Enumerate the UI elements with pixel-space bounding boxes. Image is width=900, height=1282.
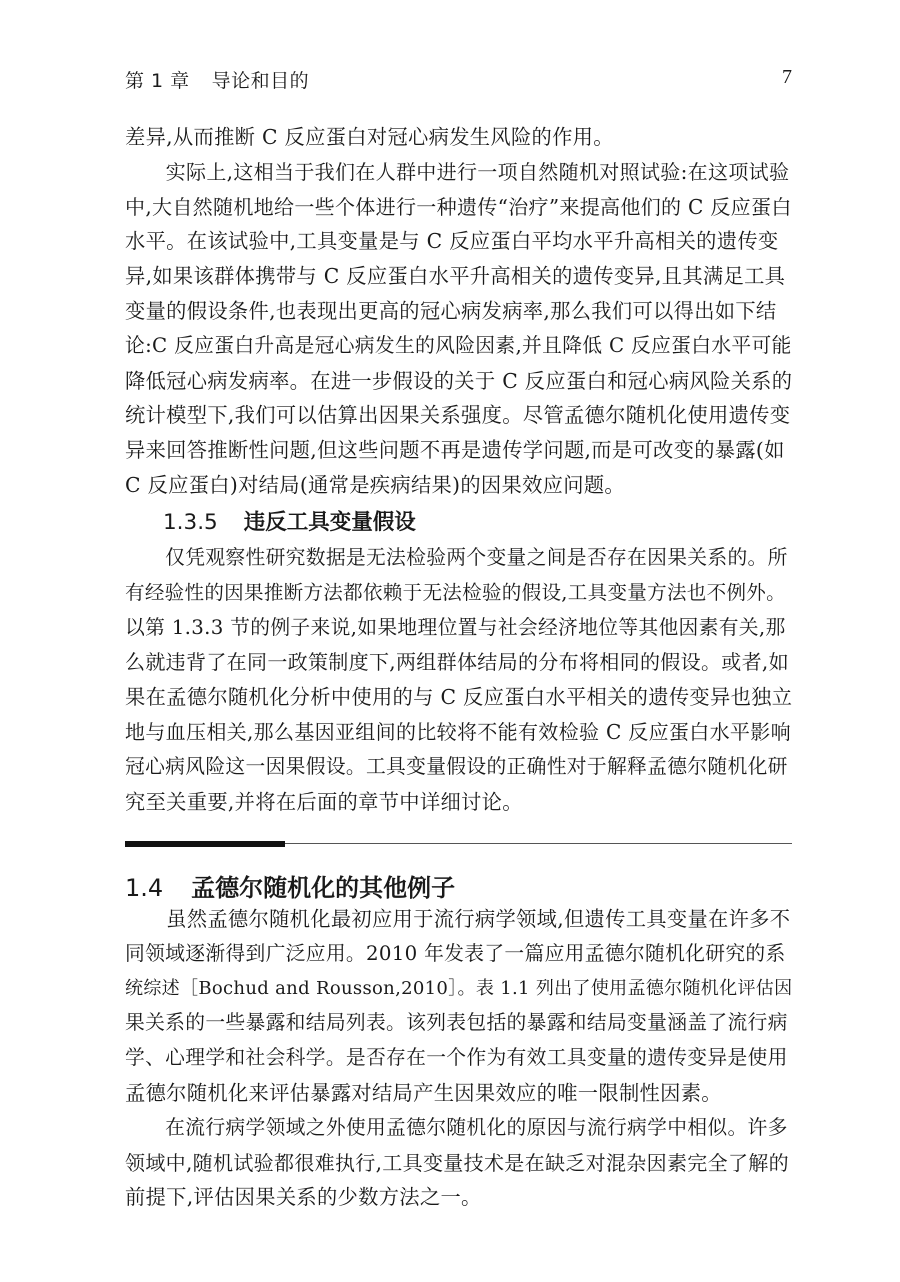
text-line: 以第 1.3.3 节的例子来说,如果地理位置与社会经济地位等其他因素有关,那 [125, 615, 786, 639]
body-paragraph [125, 120, 792, 503]
text-line: 地与血压相关,那么基因亚组间的比较将不能有效检验 C 反应蛋白水平影响 [125, 719, 791, 744]
text-line: 差异,从而推断 C 反应蛋白对冠心病发生风险的作用。 [125, 125, 614, 149]
text-line: 领域中,随机试验都很难执行,工具变量技术是在缺乏对混杂因素完全了解的 [125, 1150, 789, 1175]
text-line: 实际上,这相当于我们在人群中进行一项自然随机对照试验:在这项试验 [125, 159, 790, 184]
text-line: 中,大自然随机地给一些个体进行一种遗传“治疗”来提高他们的 C 反应蛋白 [125, 194, 792, 219]
text-line: 异来回答推断性问题,但这些问题不再是遗传学问题,而是可改变的暴露(如 [125, 438, 785, 463]
subsection-number: 1.3.5 [163, 510, 218, 535]
text-line: 异,如果该群体携带与 C 反应蛋白水平升高相关的遗传变异,且其满足工具 [125, 264, 786, 289]
section-number: 1.4 [125, 874, 164, 902]
page-number: 7 [782, 66, 792, 88]
chapter-label [125, 66, 309, 93]
text-line: 冠心病风险这一因果假设。工具变量假设的正确性对于解释孟德尔随机化研 [125, 754, 788, 778]
chapter-number: 第 1 章 [125, 70, 190, 92]
body-paragraph [125, 541, 792, 819]
text-line: 有经验性的因果推断方法都依赖于无法检验的假设,工具变量方法也不例外。 [125, 580, 786, 604]
section-heading [125, 868, 455, 903]
body-paragraph [125, 902, 792, 1215]
text-line: 论:C 反应蛋白升高是冠心病发生的风险因素,并且降低 C 反应蛋白水平可能 [125, 333, 792, 357]
section-title: 孟德尔随机化的其他例子 [191, 874, 456, 902]
text-line: 统综述［Bochud and Rousson,2010］。表 1.1 列出了使用孟德尔随机化评估因 [125, 977, 793, 999]
text-line: 学、心理学和社会科学。是否存在一个作为有效工具变量的遗传变异是使用 [125, 1046, 788, 1070]
text-line: 前提下,评估因果关系的少数方法之一。 [125, 1185, 482, 1210]
text-line: 降低冠心病发病率。在进一步假设的关于 C 反应蛋白和冠心病风险关系的 [125, 368, 793, 393]
text-line: 孟德尔随机化来评估暴露对结局产生因果效应的唯一限制性因素。 [125, 1080, 722, 1105]
text-line: 水平。在该试验中,工具变量是与 C 反应蛋白平均水平升高相关的遗传变 [125, 229, 779, 254]
text-line: 果在孟德尔随机化分析中使用的与 C 反应蛋白水平相关的遗传变异也独立 [125, 685, 793, 710]
text-line: 统计模型下,我们可以估算出因果关系强度。尽管孟德尔随机化使用遗传变 [125, 403, 791, 428]
text-line: 果关系的一些暴露和结局列表。该列表包括的暴露和结局变量涵盖了流行病 [125, 1011, 788, 1035]
text-line: 同领域逐渐得到广泛应用。2010 年发表了一篇应用孟德尔随机化研究的系 [125, 941, 786, 965]
text-line: 么就违背了在同一政策制度下,两组群体结局的分布将相同的假设。或者,如 [125, 650, 789, 675]
text-line: 在流行病学领域之外使用孟德尔随机化的原因与流行病学中相似。许多 [125, 1115, 788, 1139]
paragraph-block-2 [125, 541, 792, 819]
subsection-title: 违反工具变量假设 [243, 510, 416, 535]
text-line: 虽然孟德尔随机化最初应用于流行病学领域,但遗传工具变量在许多不 [125, 907, 791, 931]
text-line: C 反应蛋白)对结局(通常是疾病结果)的因果效应问题。 [125, 472, 625, 497]
section-divider-accent [125, 841, 285, 847]
running-header [125, 66, 792, 94]
text-line: 仅凭观察性研究数据是无法检验两个变量之间是否存在因果关系的。所 [125, 546, 788, 569]
text-line: 变量的假设条件,也表现出更高的冠心病发病率,那么我们可以得出如下结 [125, 298, 777, 323]
chapter-title: 导论和目的 [211, 70, 310, 92]
subsection-heading [163, 505, 416, 536]
paragraph-block-3 [125, 902, 792, 1215]
text-line: 究至关重要,并将在后面的章节中详细讨论。 [125, 789, 523, 814]
paragraph-block-1 [125, 120, 792, 503]
